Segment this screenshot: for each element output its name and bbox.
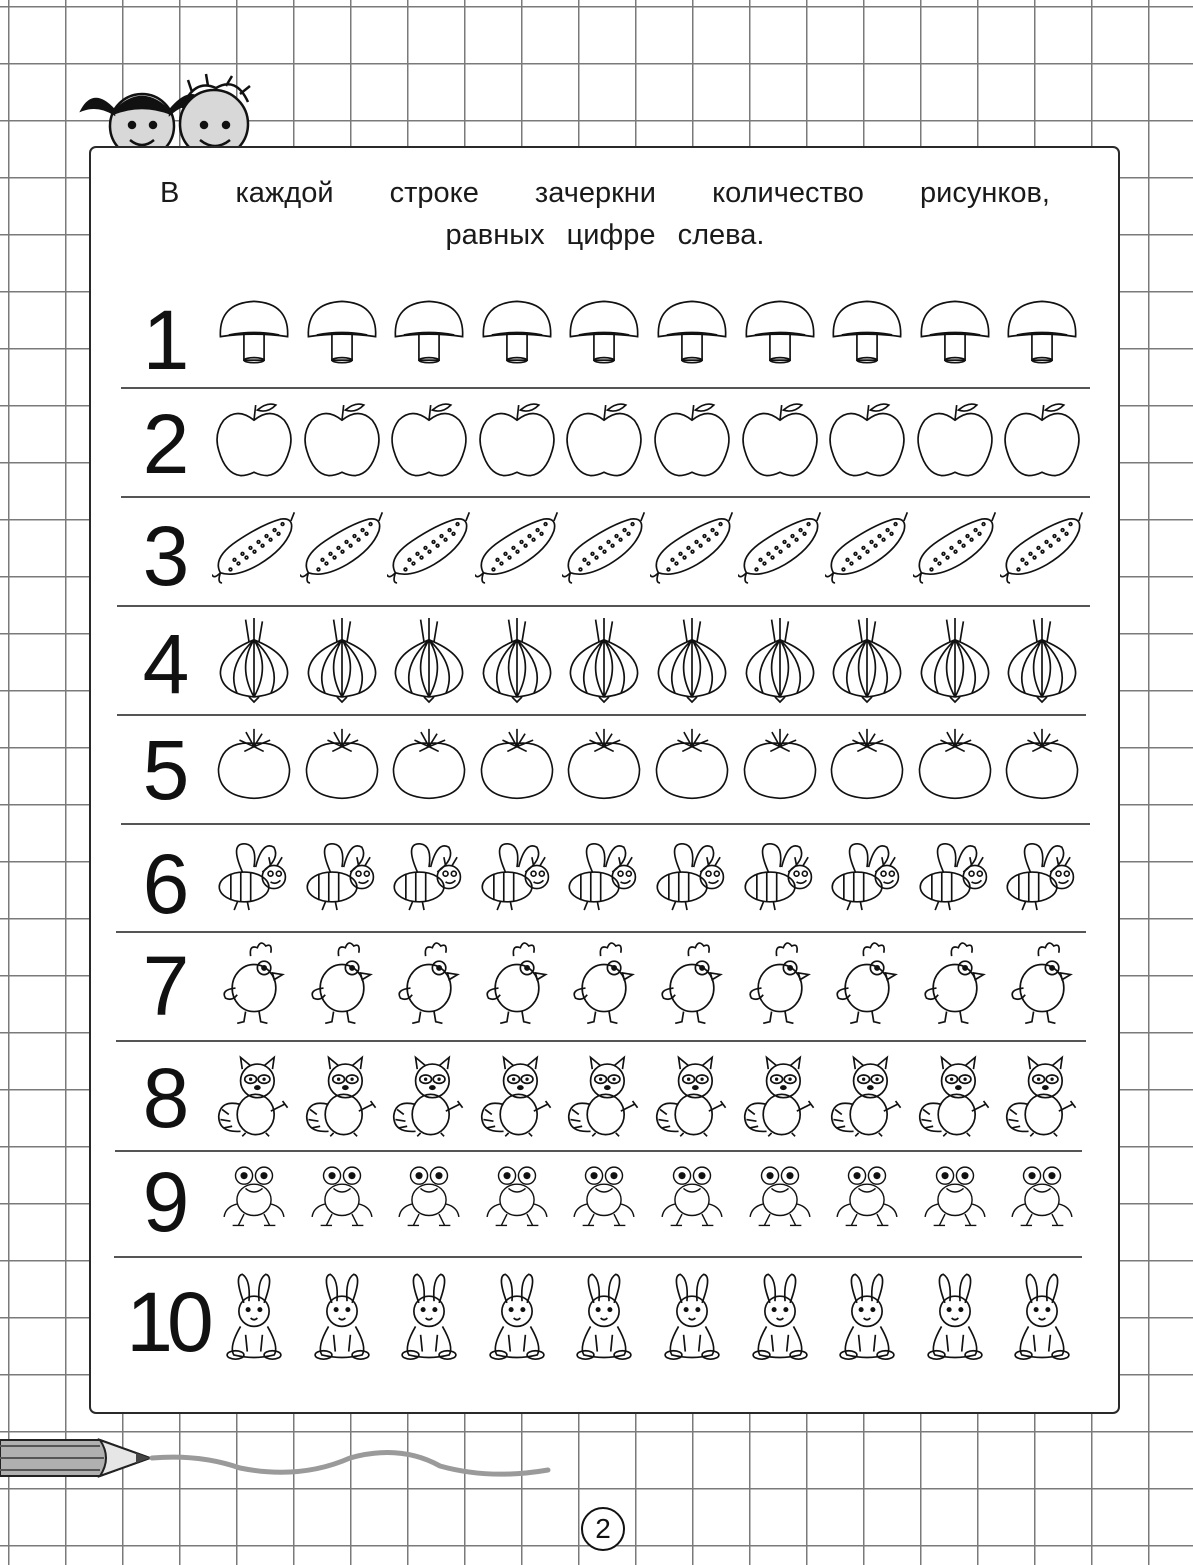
apple-icon[interactable] bbox=[212, 396, 296, 488]
tomato-icon[interactable] bbox=[738, 724, 822, 808]
raccoon-icon[interactable] bbox=[738, 1048, 822, 1144]
row-items bbox=[212, 1268, 1092, 1368]
raccoon-icon[interactable] bbox=[1000, 1048, 1084, 1144]
cucumber-icon[interactable] bbox=[475, 506, 559, 596]
raccoon-icon[interactable] bbox=[825, 1048, 909, 1144]
frog-icon[interactable] bbox=[475, 1160, 559, 1234]
row-number: 8 bbox=[142, 1051, 190, 1145]
row-separator bbox=[117, 605, 1090, 607]
tomato-icon[interactable] bbox=[475, 724, 559, 808]
row-1 bbox=[116, 293, 1091, 387]
row-10 bbox=[116, 1268, 1091, 1368]
chick-icon[interactable] bbox=[913, 938, 997, 1028]
onion-icon[interactable] bbox=[738, 612, 822, 708]
onion-icon[interactable] bbox=[825, 612, 909, 708]
tomato-icon[interactable] bbox=[1000, 724, 1084, 808]
bee-icon[interactable] bbox=[562, 834, 646, 920]
mushroom-icon[interactable] bbox=[1000, 296, 1084, 384]
chick-icon[interactable] bbox=[300, 938, 384, 1028]
mushroom-icon[interactable] bbox=[562, 296, 646, 384]
row-items bbox=[212, 612, 1092, 708]
apple-icon[interactable] bbox=[738, 396, 822, 488]
row-separator bbox=[121, 496, 1090, 498]
row-5 bbox=[116, 723, 1091, 817]
row-separator bbox=[117, 714, 1086, 716]
raccoon-icon[interactable] bbox=[650, 1048, 734, 1144]
instruction-text bbox=[160, 172, 1050, 256]
instruction-line-2: равных цифре слева. bbox=[445, 219, 765, 251]
tomato-icon[interactable] bbox=[212, 724, 296, 808]
bee-icon[interactable] bbox=[1000, 834, 1084, 920]
row-number: 3 bbox=[142, 509, 190, 603]
chick-icon[interactable] bbox=[562, 938, 646, 1028]
row-separator bbox=[116, 1040, 1086, 1042]
mushroom-icon[interactable] bbox=[475, 296, 559, 384]
bee-icon[interactable] bbox=[212, 834, 296, 920]
cucumber-icon[interactable] bbox=[212, 506, 296, 596]
raccoon-icon[interactable] bbox=[387, 1048, 471, 1144]
frog-icon[interactable] bbox=[212, 1160, 296, 1234]
bee-icon[interactable] bbox=[913, 834, 997, 920]
tomato-icon[interactable] bbox=[913, 724, 997, 808]
row-number: 10 bbox=[126, 1275, 208, 1369]
row-4 bbox=[116, 612, 1091, 711]
mushroom-icon[interactable] bbox=[300, 296, 384, 384]
frog-icon[interactable] bbox=[1000, 1160, 1084, 1234]
mushroom-icon[interactable] bbox=[212, 296, 296, 384]
apple-icon[interactable] bbox=[913, 396, 997, 488]
raccoon-icon[interactable] bbox=[562, 1048, 646, 1144]
row-number: 2 bbox=[142, 397, 190, 491]
rabbit-icon[interactable] bbox=[300, 1268, 384, 1368]
apple-icon[interactable] bbox=[387, 396, 471, 488]
bee-icon[interactable] bbox=[650, 834, 734, 920]
frog-icon[interactable] bbox=[300, 1160, 384, 1234]
row-separator bbox=[114, 1256, 1082, 1258]
onion-icon[interactable] bbox=[1000, 612, 1084, 708]
cucumber-icon[interactable] bbox=[387, 506, 471, 596]
row-separator bbox=[116, 931, 1086, 933]
cucumber-icon[interactable] bbox=[1000, 506, 1084, 596]
chick-icon[interactable] bbox=[650, 938, 734, 1028]
row-separator bbox=[121, 387, 1090, 389]
chick-icon[interactable] bbox=[387, 938, 471, 1028]
row-separator bbox=[121, 823, 1090, 825]
onion-icon[interactable] bbox=[300, 612, 384, 708]
row-number: 9 bbox=[142, 1155, 190, 1249]
raccoon-icon[interactable] bbox=[212, 1048, 296, 1144]
row-items bbox=[212, 1160, 1092, 1234]
apple-icon[interactable] bbox=[300, 396, 384, 488]
rabbit-icon[interactable] bbox=[825, 1268, 909, 1368]
cucumber-icon[interactable] bbox=[562, 506, 646, 596]
chick-icon[interactable] bbox=[825, 938, 909, 1028]
apple-icon[interactable] bbox=[650, 396, 734, 488]
row-items bbox=[212, 938, 1092, 1028]
row-number: 6 bbox=[142, 837, 190, 931]
tomato-icon[interactable] bbox=[300, 724, 384, 808]
raccoon-icon[interactable] bbox=[300, 1048, 384, 1144]
row-number: 4 bbox=[142, 617, 190, 711]
apple-icon[interactable] bbox=[1000, 396, 1084, 488]
row-items bbox=[212, 296, 1092, 384]
row-7 bbox=[116, 938, 1091, 1033]
row-number: 7 bbox=[142, 939, 190, 1033]
rabbit-icon[interactable] bbox=[913, 1268, 997, 1368]
raccoon-icon[interactable] bbox=[913, 1048, 997, 1144]
tomato-icon[interactable] bbox=[387, 724, 471, 808]
mushroom-icon[interactable] bbox=[913, 296, 997, 384]
row-2 bbox=[116, 396, 1091, 491]
cucumber-icon[interactable] bbox=[825, 506, 909, 596]
bee-icon[interactable] bbox=[300, 834, 384, 920]
raccoon-icon[interactable] bbox=[475, 1048, 559, 1144]
instruction-line-1: В каждой строке зачеркни количество рисунков, bbox=[160, 177, 1050, 209]
row-items bbox=[212, 506, 1092, 596]
row-items bbox=[212, 1048, 1092, 1144]
rabbit-icon[interactable] bbox=[562, 1268, 646, 1368]
tomato-icon[interactable] bbox=[562, 724, 646, 808]
frog-icon[interactable] bbox=[825, 1160, 909, 1234]
mushroom-icon[interactable] bbox=[825, 296, 909, 384]
onion-icon[interactable] bbox=[650, 612, 734, 708]
row-items bbox=[212, 724, 1092, 808]
rabbit-icon[interactable] bbox=[650, 1268, 734, 1368]
bee-icon[interactable] bbox=[738, 834, 822, 920]
chick-icon[interactable] bbox=[1000, 938, 1084, 1028]
rabbit-icon[interactable] bbox=[475, 1268, 559, 1368]
frog-icon[interactable] bbox=[562, 1160, 646, 1234]
rabbit-icon[interactable] bbox=[212, 1268, 296, 1368]
frog-icon[interactable] bbox=[913, 1160, 997, 1234]
tomato-icon[interactable] bbox=[650, 724, 734, 808]
cucumber-icon[interactable] bbox=[738, 506, 822, 596]
row-number: 1 bbox=[142, 293, 190, 387]
chick-icon[interactable] bbox=[212, 938, 296, 1028]
apple-icon[interactable] bbox=[475, 396, 559, 488]
chick-icon[interactable] bbox=[738, 938, 822, 1028]
row-8 bbox=[116, 1048, 1091, 1144]
row-9 bbox=[116, 1155, 1091, 1249]
frog-icon[interactable] bbox=[650, 1160, 734, 1234]
onion-icon[interactable] bbox=[475, 612, 559, 708]
apple-icon[interactable] bbox=[825, 396, 909, 488]
bee-icon[interactable] bbox=[825, 834, 909, 920]
onion-icon[interactable] bbox=[562, 612, 646, 708]
mushroom-icon[interactable] bbox=[387, 296, 471, 384]
rabbit-icon[interactable] bbox=[738, 1268, 822, 1368]
chick-icon[interactable] bbox=[475, 938, 559, 1028]
row-6 bbox=[116, 834, 1091, 931]
row-3 bbox=[116, 506, 1091, 603]
onion-icon[interactable] bbox=[387, 612, 471, 708]
row-separator bbox=[115, 1150, 1082, 1152]
pencil-icon bbox=[0, 1432, 560, 1492]
apple-icon[interactable] bbox=[562, 396, 646, 488]
onion-icon[interactable] bbox=[212, 612, 296, 708]
frog-icon[interactable] bbox=[738, 1160, 822, 1234]
tomato-icon[interactable] bbox=[825, 724, 909, 808]
cucumber-icon[interactable] bbox=[300, 506, 384, 596]
rabbit-icon[interactable] bbox=[387, 1268, 471, 1368]
bee-icon[interactable] bbox=[475, 834, 559, 920]
onion-icon[interactable] bbox=[913, 612, 997, 708]
frog-icon[interactable] bbox=[387, 1160, 471, 1234]
cucumber-icon[interactable] bbox=[650, 506, 734, 596]
rabbit-icon[interactable] bbox=[1000, 1268, 1084, 1368]
mushroom-icon[interactable] bbox=[650, 296, 734, 384]
row-items bbox=[212, 396, 1092, 488]
bee-icon[interactable] bbox=[387, 834, 471, 920]
row-items bbox=[212, 834, 1092, 920]
row-number: 5 bbox=[142, 723, 190, 817]
page-number: 2 bbox=[581, 1507, 625, 1551]
cucumber-icon[interactable] bbox=[913, 506, 997, 596]
mushroom-icon[interactable] bbox=[738, 296, 822, 384]
